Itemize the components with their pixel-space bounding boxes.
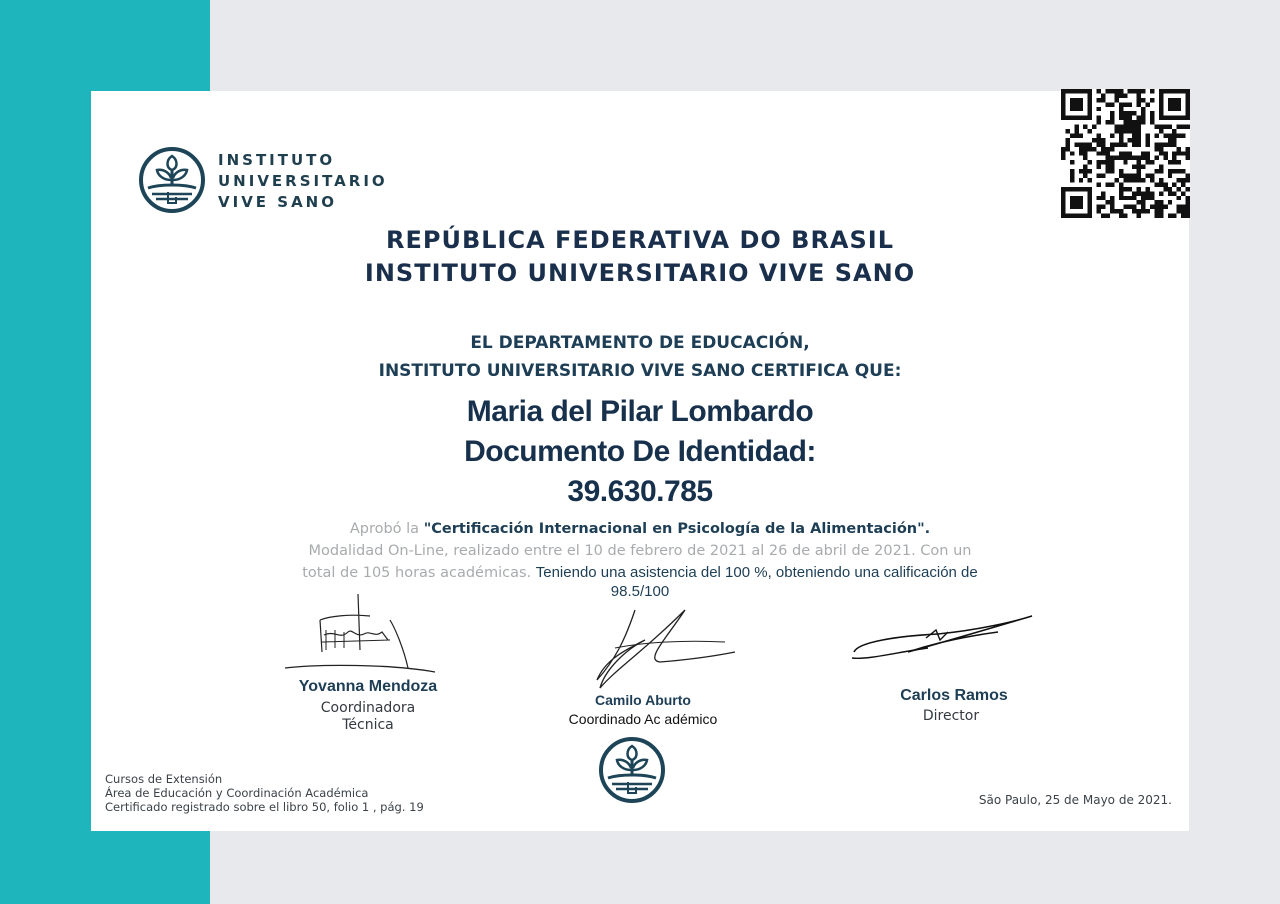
id-number: 39.630.785	[567, 475, 713, 508]
signatory-name: Camilo Aburto	[595, 692, 691, 708]
recipient-block	[91, 392, 1189, 512]
institute-seal-icon	[598, 736, 666, 804]
institute-logo-icon	[138, 146, 206, 214]
course-title: "Certificación Internacional en Psicología de la Alimentación"	[423, 521, 925, 537]
signatory-role	[861, 708, 1041, 725]
footer-line: Área de Educación y Coordinación Académica	[105, 786, 369, 800]
signature-mendoza	[280, 590, 440, 680]
grade-text: 98.5/100	[610, 583, 670, 600]
id-label: Documento De Identidad:	[464, 435, 816, 468]
modality-line: Modalidad On-Line, realizado entre el 10 de febrero de 2021 al 26 de abril de 2021. Con un	[308, 543, 972, 559]
signatory-role-line: Coordinadora	[320, 700, 416, 716]
qr-code-icon	[1061, 89, 1190, 218]
hours-line	[91, 562, 1189, 584]
approval-prefix: Aprobó la	[349, 521, 424, 537]
signatory-name: Yovanna Mendoza	[298, 678, 438, 695]
footer-line: Cursos de Extensión	[105, 772, 223, 786]
logo-line: INSTITUTO	[218, 151, 336, 169]
signature-ramos	[848, 608, 1038, 668]
attendance-text: Teniendo una asistencia del 100 %, obteniendo una calificación de	[535, 564, 978, 581]
place-date: São Paulo, 25 de Mayo de 2021.	[978, 793, 1172, 807]
department-statement	[91, 329, 1189, 385]
signatory-role-line: Coordinado Ac adémico	[568, 711, 718, 727]
logo-line: VIVE SANO	[218, 193, 337, 211]
registration-footer	[105, 772, 424, 814]
logo-line: UNIVERSITARIO	[218, 172, 388, 190]
signatory-role	[553, 711, 733, 728]
footer-line: Certificado registrado sobre el libro 50, folio 1 , pág. 19	[105, 800, 424, 814]
signatory-role	[278, 700, 458, 734]
institute-logo-text	[218, 150, 388, 213]
approval-line	[91, 518, 1189, 540]
certificate-header	[91, 224, 1189, 290]
hours-text: total de 105 horas académicas.	[302, 565, 536, 581]
recipient-name: Maria del Pilar Lombardo	[466, 395, 814, 428]
department-certifies-line: INSTITUTO UNIVERSITARIO VIVE SANO CERTIFICA QUE:	[378, 361, 902, 381]
certification-details	[91, 518, 1189, 600]
signatory-role-line: Director	[922, 708, 980, 724]
course-suffix: .	[924, 521, 931, 537]
signatory-role-line: Técnica	[342, 717, 394, 733]
department-line: EL DEPARTAMENTO DE EDUCACIÓN,	[470, 333, 810, 353]
header-country: REPÚBLICA FEDERATIVA DO BRASIL	[385, 226, 895, 254]
signature-aburto	[585, 600, 745, 692]
header-institution: INSTITUTO UNIVERSITARIO VIVE SANO	[364, 259, 916, 287]
signatory-name: Carlos Ramos	[900, 687, 1008, 704]
